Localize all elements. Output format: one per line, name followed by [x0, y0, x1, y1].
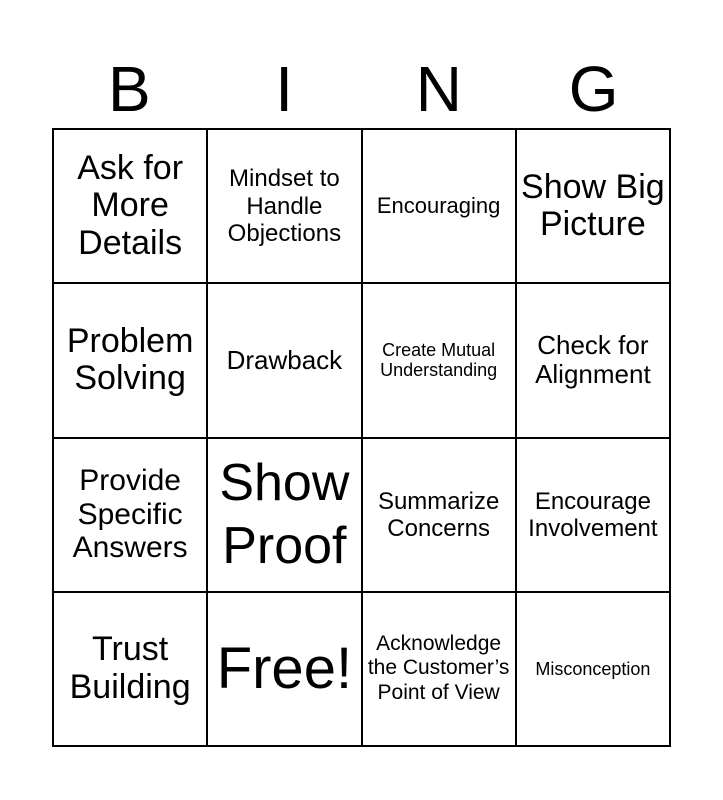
- bingo-cell[interactable]: [516, 592, 670, 746]
- bingo-cell-text: Misconception: [535, 658, 651, 679]
- bingo-cell[interactable]: [207, 283, 361, 437]
- bingo-cell[interactable]: [516, 283, 670, 437]
- bingo-cell[interactable]: [362, 592, 516, 746]
- bingo-cell-text: Acknowledge the Customer’s Point of View: [367, 631, 510, 705]
- bingo-cell[interactable]: [362, 129, 516, 283]
- bingo-cell[interactable]: [53, 283, 207, 437]
- free-space-cell[interactable]: [207, 592, 361, 746]
- bingo-cell[interactable]: [362, 438, 516, 592]
- free-space-text: Free!: [216, 636, 353, 702]
- bingo-cell-text: Summarize Concerns: [377, 487, 500, 542]
- bingo-cell[interactable]: [516, 438, 670, 592]
- bingo-cell-text: Provide Specific Answers: [72, 464, 188, 565]
- bingo-cell-text: Show Big Picture: [521, 167, 665, 244]
- bingo-cell-text: Mindset to Handle Objections: [227, 165, 342, 247]
- header-letter-b: B: [108, 53, 151, 125]
- header-letter-n: N: [415, 53, 462, 125]
- bingo-cell-text: Problem Solving: [66, 321, 194, 398]
- header-letter-i: I: [275, 53, 294, 125]
- bingo-card-grid: [52, 128, 671, 747]
- bingo-cell-text: Show Proof: [219, 454, 350, 575]
- bingo-cell-text: Create Mutual Understanding: [380, 340, 498, 381]
- bingo-cell-text: Ask for More Details: [77, 149, 184, 262]
- bingo-cell-text: Drawback: [226, 344, 343, 375]
- bingo-cell[interactable]: [362, 283, 516, 437]
- bingo-cell[interactable]: [53, 592, 207, 746]
- bingo-cell[interactable]: [53, 129, 207, 283]
- bingo-cell[interactable]: [516, 129, 670, 283]
- bingo-cell-text: Encouraging: [376, 192, 501, 218]
- bingo-cell[interactable]: [53, 438, 207, 592]
- bingo-cell-text: Trust Building: [69, 630, 191, 706]
- bingo-cell[interactable]: [207, 129, 361, 283]
- bingo-cell-text: Check for Alignment: [535, 330, 651, 390]
- bingo-header: [52, 50, 671, 128]
- header-letter-g: G: [568, 53, 619, 125]
- bingo-cell-text: Encourage Involvement: [528, 487, 658, 542]
- bingo-cell[interactable]: [207, 438, 361, 592]
